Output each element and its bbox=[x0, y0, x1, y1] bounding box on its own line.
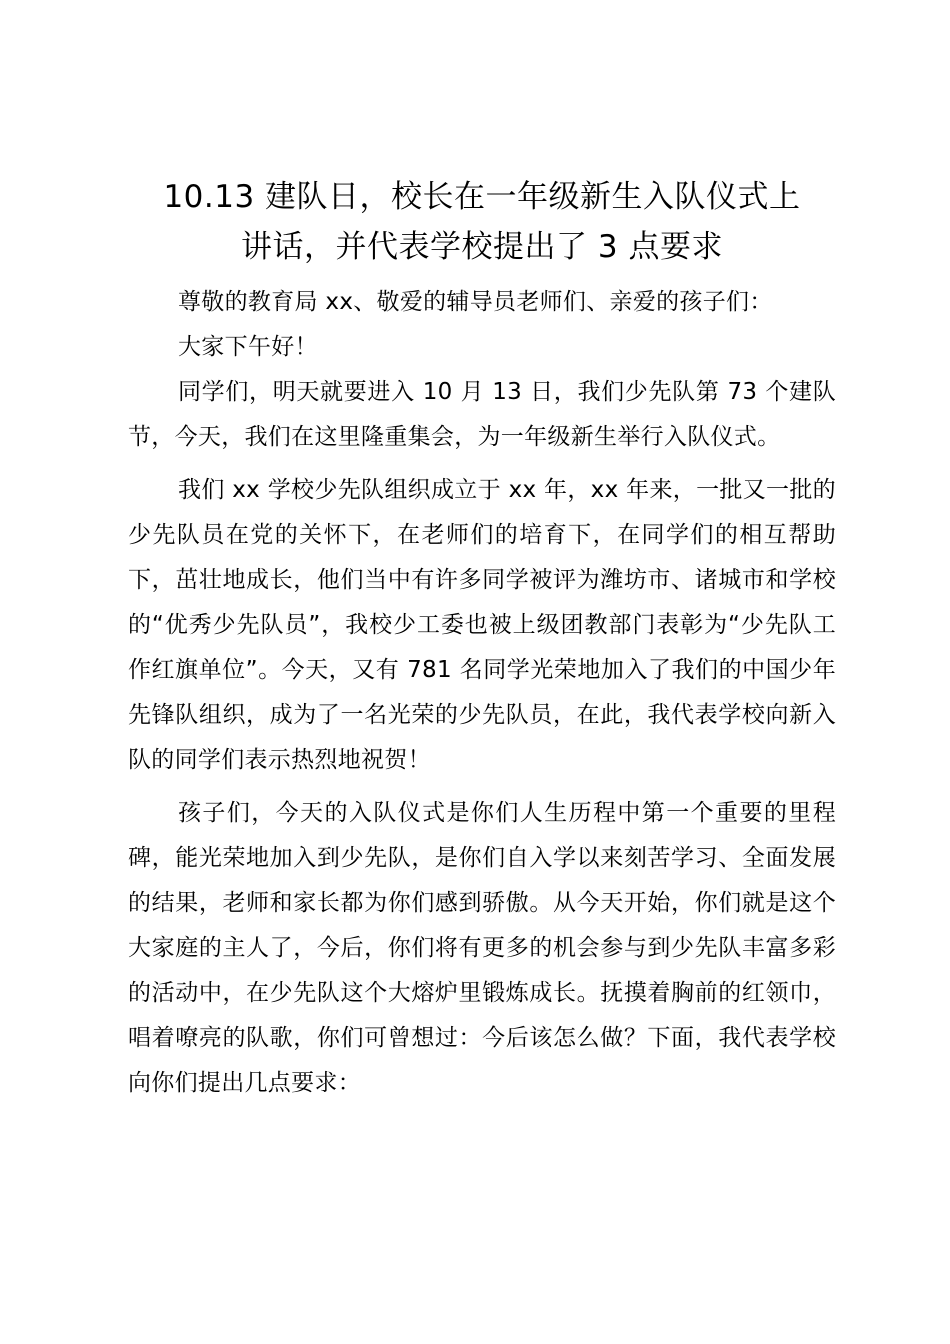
body-paragraph-1: 同学们，明天就要进入 10 月 13 日，我们少先队第 73 个建队节，今天，我们在这里隆重集会，为一年级新生举行入队仪式。 bbox=[128, 379, 836, 450]
document-body bbox=[128, 172, 836, 1106]
greeting-paragraph: 大家下午好！ bbox=[178, 334, 318, 360]
title-line-1: 10.13 建队日，校长在一年级新生入队仪式上 bbox=[163, 179, 801, 215]
body-paragraph-2: 我们 xx 学校少先队组织成立于 xx 年，xx 年来，一批又一批的少先队员在党的关怀下，在老师们的培育下，在同学们的相互帮助下，茁壮地成长，他们当中有许多同学被评为潍坊市、诸城市和学校的“优秀少先队员”，我校少工委也被上级团教部门表彰为“少先队工作红旗单位”。今天，又有 781 名同学光荣地加入了我们的中国少年先锋队组织，成为了一名光荣的少先队员，在此，我代表学校向新入队的同学们表示热烈地祝贺！ bbox=[128, 477, 836, 773]
body-paragraph-3: 孩子们，今天的入队仪式是你们人生历程中第一个重要的里程碑，能光荣地加入到少先队，是你们自入学以来刻苦学习、全面发展的结果，老师和家长都为你们感到骄傲。从今天开始，你们就是这个大家庭的主人了，今后，你们将有更多的机会参与到少先队丰富多彩的活动中，在少先队这个大熔炉里锻炼成长。抚摸着胸前的红领巾，唱着嘹亮的队歌，你们可曾想过：今后该怎么做？下面，我代表学校向你们提出几点要求： bbox=[128, 800, 836, 1096]
salutation-paragraph: 尊敬的教育局 xx、敬爱的辅导员老师们、亲爱的孩子们： bbox=[178, 289, 773, 315]
document-title bbox=[128, 172, 836, 272]
title-line-2: 讲话，并代表学校提出了 3 点要求 bbox=[241, 229, 723, 265]
